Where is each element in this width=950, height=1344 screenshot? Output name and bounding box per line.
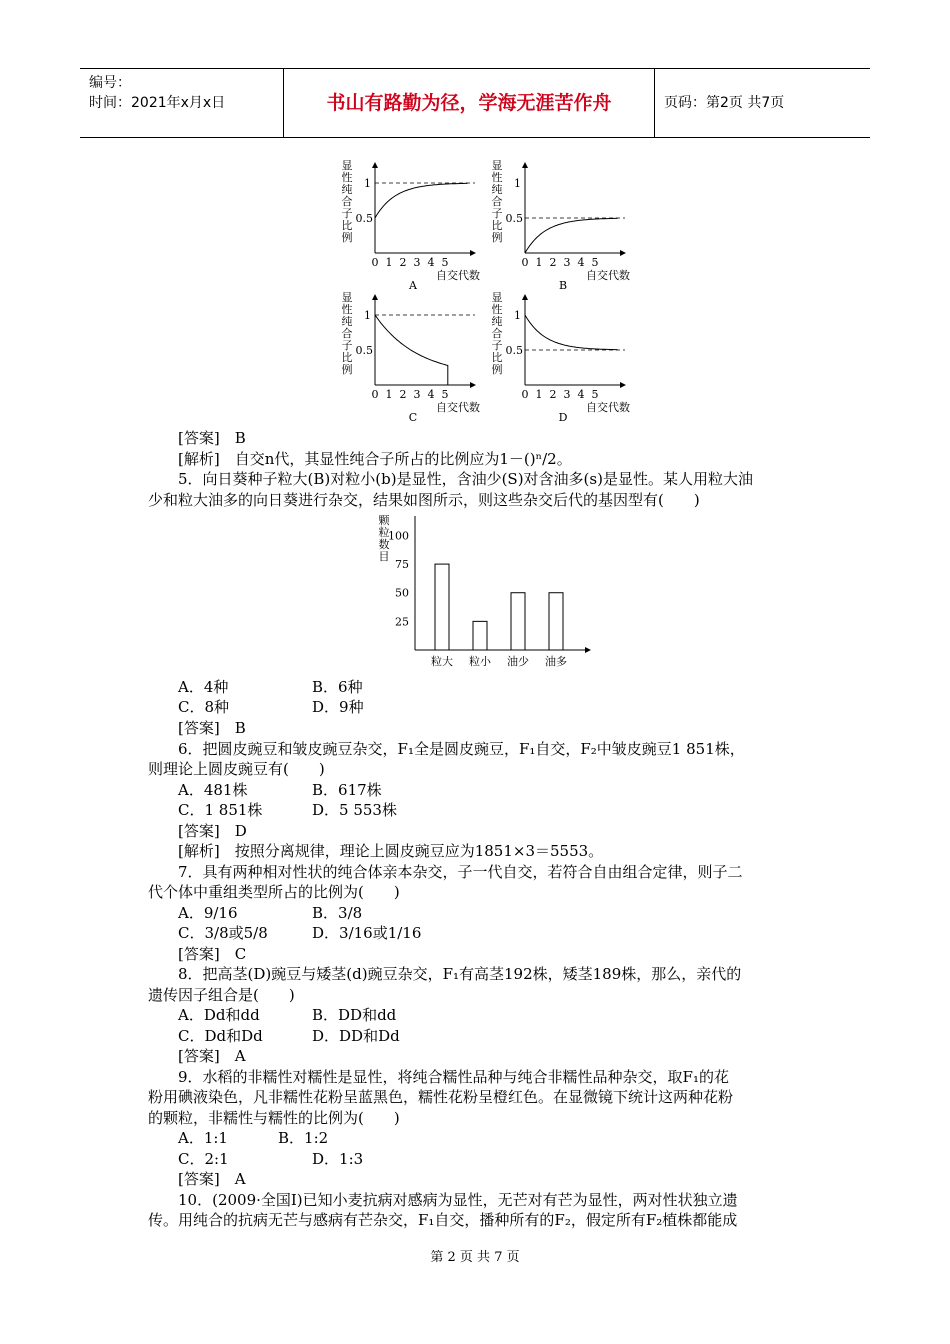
header-meta <box>89 73 225 113</box>
panel-ylabel-char: 子 <box>491 207 503 220</box>
panel-ytick-one: 1 <box>364 177 371 190</box>
q6-option-c: C．1 851株 <box>178 801 263 819</box>
q6-stem-line1: 6．把圆皮豌豆和皱皮豌豆杂交，F₁全是圆皮豌豆，F₁自交，F₂中皱皮豌豆1 851株， <box>178 740 745 758</box>
panel-curve <box>375 315 448 385</box>
q7-option-d: D．3/16或1/16 <box>312 924 422 942</box>
panel-xtick: 1 <box>385 388 393 401</box>
bar-1 <box>435 564 449 650</box>
panel-ylabel-char: 性 <box>341 303 353 316</box>
panel-xlabel: 自交代数 <box>436 401 480 414</box>
q7-stem-line2: 代个体中重组类型所占的比例为( ) <box>148 883 400 901</box>
panel-xtick: 5 <box>441 256 449 269</box>
panel-ylabel-char: 比 <box>491 219 503 232</box>
panel-ylabel-char: 合 <box>341 195 353 208</box>
panel-ylabel-char: 显 <box>491 159 503 172</box>
bar-ylabel-char: 粒 <box>378 526 390 539</box>
panel-ylabel-char: 显 <box>491 291 503 304</box>
bar-ytick-label: 100 <box>388 529 409 543</box>
panel-ytick-half: 0.5 <box>355 344 373 357</box>
panel-xtick: 3 <box>563 256 571 269</box>
q6-analysis: [解析] 按照分离规律，理论上圆皮豌豆应为1851×3＝5553。 <box>178 842 604 860</box>
panel-xtick: 2 <box>549 388 557 401</box>
panel-letter: A <box>409 279 417 292</box>
bar-ytick-label: 50 <box>395 586 409 600</box>
panel-ytick-half: 0.5 <box>505 344 523 357</box>
bar-ylabel-char: 数 <box>378 538 390 551</box>
q5-stem-line1: 5．向日葵种子粒大(B)对粒小(b)是显性，含油少(S)对含油多(s)是显性。某人用粒大油 <box>178 470 753 488</box>
panel-ytick-one: 1 <box>364 309 371 322</box>
header-divider <box>654 69 655 137</box>
panel-ylabel-char: 比 <box>341 351 353 364</box>
panel-ylabel-char: 性 <box>491 303 503 316</box>
panel-xtick: 0 <box>371 256 379 269</box>
page-header <box>80 68 870 138</box>
q10-stem-line2: 传。用纯合的抗病无芒与感病有芒杂交，F₁自交，播种所有的F₂，假定所有F₂植株都能成 <box>148 1211 738 1229</box>
panel-curve <box>525 218 617 253</box>
panel-xtick: 5 <box>591 256 599 269</box>
q5-option-c: C．8种 <box>178 698 230 716</box>
panel-xtick: 0 <box>521 256 529 269</box>
q9-option-d: D．1:3 <box>312 1150 364 1168</box>
panel-ylabel-char: 子 <box>491 339 503 352</box>
q7-option-b: B．3/8 <box>312 904 363 922</box>
panel-xtick: 4 <box>577 388 585 401</box>
panel-ytick-one: 1 <box>514 309 521 322</box>
q9-stem-line2: 粉用碘液染色，凡非糯性花粉呈蓝黑色，糯性花粉呈橙红色。在显微镜下统计这两种花粉 <box>148 1088 734 1106</box>
panel-ylabel-char: 性 <box>491 171 503 184</box>
q7-option-c: C．3/8或5/8 <box>178 924 268 942</box>
q9-stem-line1: 9．水稻的非糯性对糯性是显性，将纯合糯性品种与纯合非糯性品种杂交，取F₁的花 <box>178 1068 729 1086</box>
panel-xtick: 2 <box>399 256 407 269</box>
panel-ylabel-char: 比 <box>341 219 353 232</box>
panel-ylabel-char: 合 <box>491 195 503 208</box>
q9-option-c: C．2:1 <box>178 1150 229 1168</box>
q6-answer: [答案] D <box>178 822 247 840</box>
bar-ylabel-char: 目 <box>378 550 390 563</box>
figure-self-cross-curves <box>330 155 650 425</box>
panel-xtick: 4 <box>577 256 585 269</box>
bar-3 <box>511 593 525 650</box>
q5-option-b: B．6种 <box>312 678 363 696</box>
q5-answer: [答案] B <box>178 719 246 737</box>
panel-ytick-one: 1 <box>514 177 521 190</box>
q6-stem-line2: 则理论上圆皮豌豆有( ) <box>148 760 325 778</box>
panel-ytick-half: 0.5 <box>505 212 523 225</box>
bar-ytick-label: 25 <box>395 615 409 629</box>
panel-xtick: 0 <box>521 388 529 401</box>
panel-ylabel-char: 显 <box>341 291 353 304</box>
q9-answer: [答案] A <box>178 1170 246 1188</box>
panel-xtick: 4 <box>427 388 435 401</box>
q6-option-d: D．5 553株 <box>312 801 397 819</box>
panel-ytick-half: 0.5 <box>355 212 373 225</box>
bar-2 <box>473 621 487 650</box>
panel-xlabel: 自交代数 <box>436 269 480 282</box>
bar-category-label: 粒小 <box>469 655 491 668</box>
bar-4 <box>549 593 563 650</box>
panel-ylabel-char: 子 <box>341 207 353 220</box>
panel-ylabel-char: 合 <box>341 327 353 340</box>
panel-xtick: 3 <box>413 388 421 401</box>
panel-xtick: 4 <box>427 256 435 269</box>
panel-ylabel-char: 纯 <box>341 183 353 196</box>
q6-option-b: B．617株 <box>312 781 382 799</box>
q9-option-b: B．1:2 <box>278 1129 329 1147</box>
panel-xlabel: 自交代数 <box>586 401 630 414</box>
bar-ytick-label: 75 <box>395 558 409 572</box>
q7-option-a: A．9/16 <box>178 904 238 922</box>
panel-ylabel-char: 纯 <box>341 315 353 328</box>
panel-xlabel: 自交代数 <box>586 269 630 282</box>
q8-option-d: D．DD和Dd <box>312 1027 400 1045</box>
panel-curve <box>525 315 617 350</box>
panel-ylabel-char: 显 <box>341 159 353 172</box>
panel-ylabel-char: 例 <box>341 231 353 244</box>
panel-xtick: 5 <box>441 388 449 401</box>
panel-ylabel-char: 子 <box>341 339 353 352</box>
bar-chart-seed-counts <box>370 512 600 672</box>
header-number: 编号： <box>89 75 131 91</box>
q8-option-a: A．Dd和dd <box>178 1006 260 1024</box>
q9-option-a: A．1:1 <box>178 1129 228 1147</box>
q5-stem-line2: 少和粒大油多的向日葵进行杂交，结果如图所示，则这些杂交后代的基因型有( ) <box>148 491 700 509</box>
panel-letter: C <box>408 411 418 424</box>
panel-xtick: 3 <box>563 388 571 401</box>
panel-ylabel-char: 合 <box>491 327 503 340</box>
header-date: 时间：2021年x月x日 <box>89 95 226 111</box>
bar-category-label: 粒大 <box>431 655 453 668</box>
q8-stem-line1: 8．把高茎(D)豌豆与矮茎(d)豌豆杂交，F₁有高茎192株，矮茎189株，那么，亲代的 <box>178 965 742 983</box>
q8-option-c: C．Dd和Dd <box>178 1027 263 1045</box>
panel-xtick: 1 <box>385 256 393 269</box>
panel-xtick: 1 <box>535 388 543 401</box>
panel-ylabel-char: 例 <box>491 363 503 376</box>
panel-ylabel-char: 纯 <box>491 315 503 328</box>
q10-stem-line1: 10．(2009·全国Ⅰ)已知小麦抗病对感病为显性，无芒对有芒为显性，两对性状独立遗 <box>178 1191 738 1209</box>
q5-option-a: A．4种 <box>178 678 229 696</box>
panel-xtick: 2 <box>399 388 407 401</box>
q4-answer: [答案] B <box>178 429 246 447</box>
page-footer: 第 2 页 共 7 页 <box>430 1250 520 1265</box>
q6-option-a: A．481株 <box>178 781 248 799</box>
bar-ylabel-char: 颗 <box>378 514 390 527</box>
q5-option-d: D．9种 <box>312 698 364 716</box>
panel-ylabel-char: 例 <box>491 231 503 244</box>
panel-letter: B <box>558 279 568 292</box>
q9-stem-line3: 的颗粒，非糯性与糯性的比例为( ) <box>148 1109 400 1127</box>
header-page-info: 页码：第2页 共7页 <box>664 95 785 111</box>
bar-category-label: 油少 <box>507 655 529 668</box>
q8-answer: [答案] A <box>178 1047 246 1065</box>
q4-analysis: [解析] 自交n代，其显性纯合子所占的比例应为1－()ⁿ/2。 <box>178 450 572 468</box>
q8-stem-line2: 遗传因子组合是( ) <box>148 986 295 1004</box>
panel-xtick: 2 <box>549 256 557 269</box>
header-motto: 书山有路勤为径，学海无涯苦作舟 <box>326 92 612 114</box>
q7-stem-line1: 7．具有两种相对性状的纯合体亲本杂交，子一代自交，若符合自由组合定律，则子二 <box>178 863 743 881</box>
panel-xtick: 1 <box>535 256 543 269</box>
panel-curve <box>375 183 467 218</box>
bar-category-label: 油多 <box>545 655 567 668</box>
panel-letter: D <box>558 411 568 424</box>
panel-ylabel-char: 性 <box>341 171 353 184</box>
panel-ylabel-char: 比 <box>491 351 503 364</box>
panel-ylabel-char: 纯 <box>491 183 503 196</box>
panel-xtick: 3 <box>413 256 421 269</box>
q8-option-b: B．DD和dd <box>312 1006 397 1024</box>
panel-xtick: 0 <box>371 388 379 401</box>
q7-answer: [答案] C <box>178 945 247 963</box>
panel-xtick: 5 <box>591 388 599 401</box>
panel-ylabel-char: 例 <box>341 363 353 376</box>
